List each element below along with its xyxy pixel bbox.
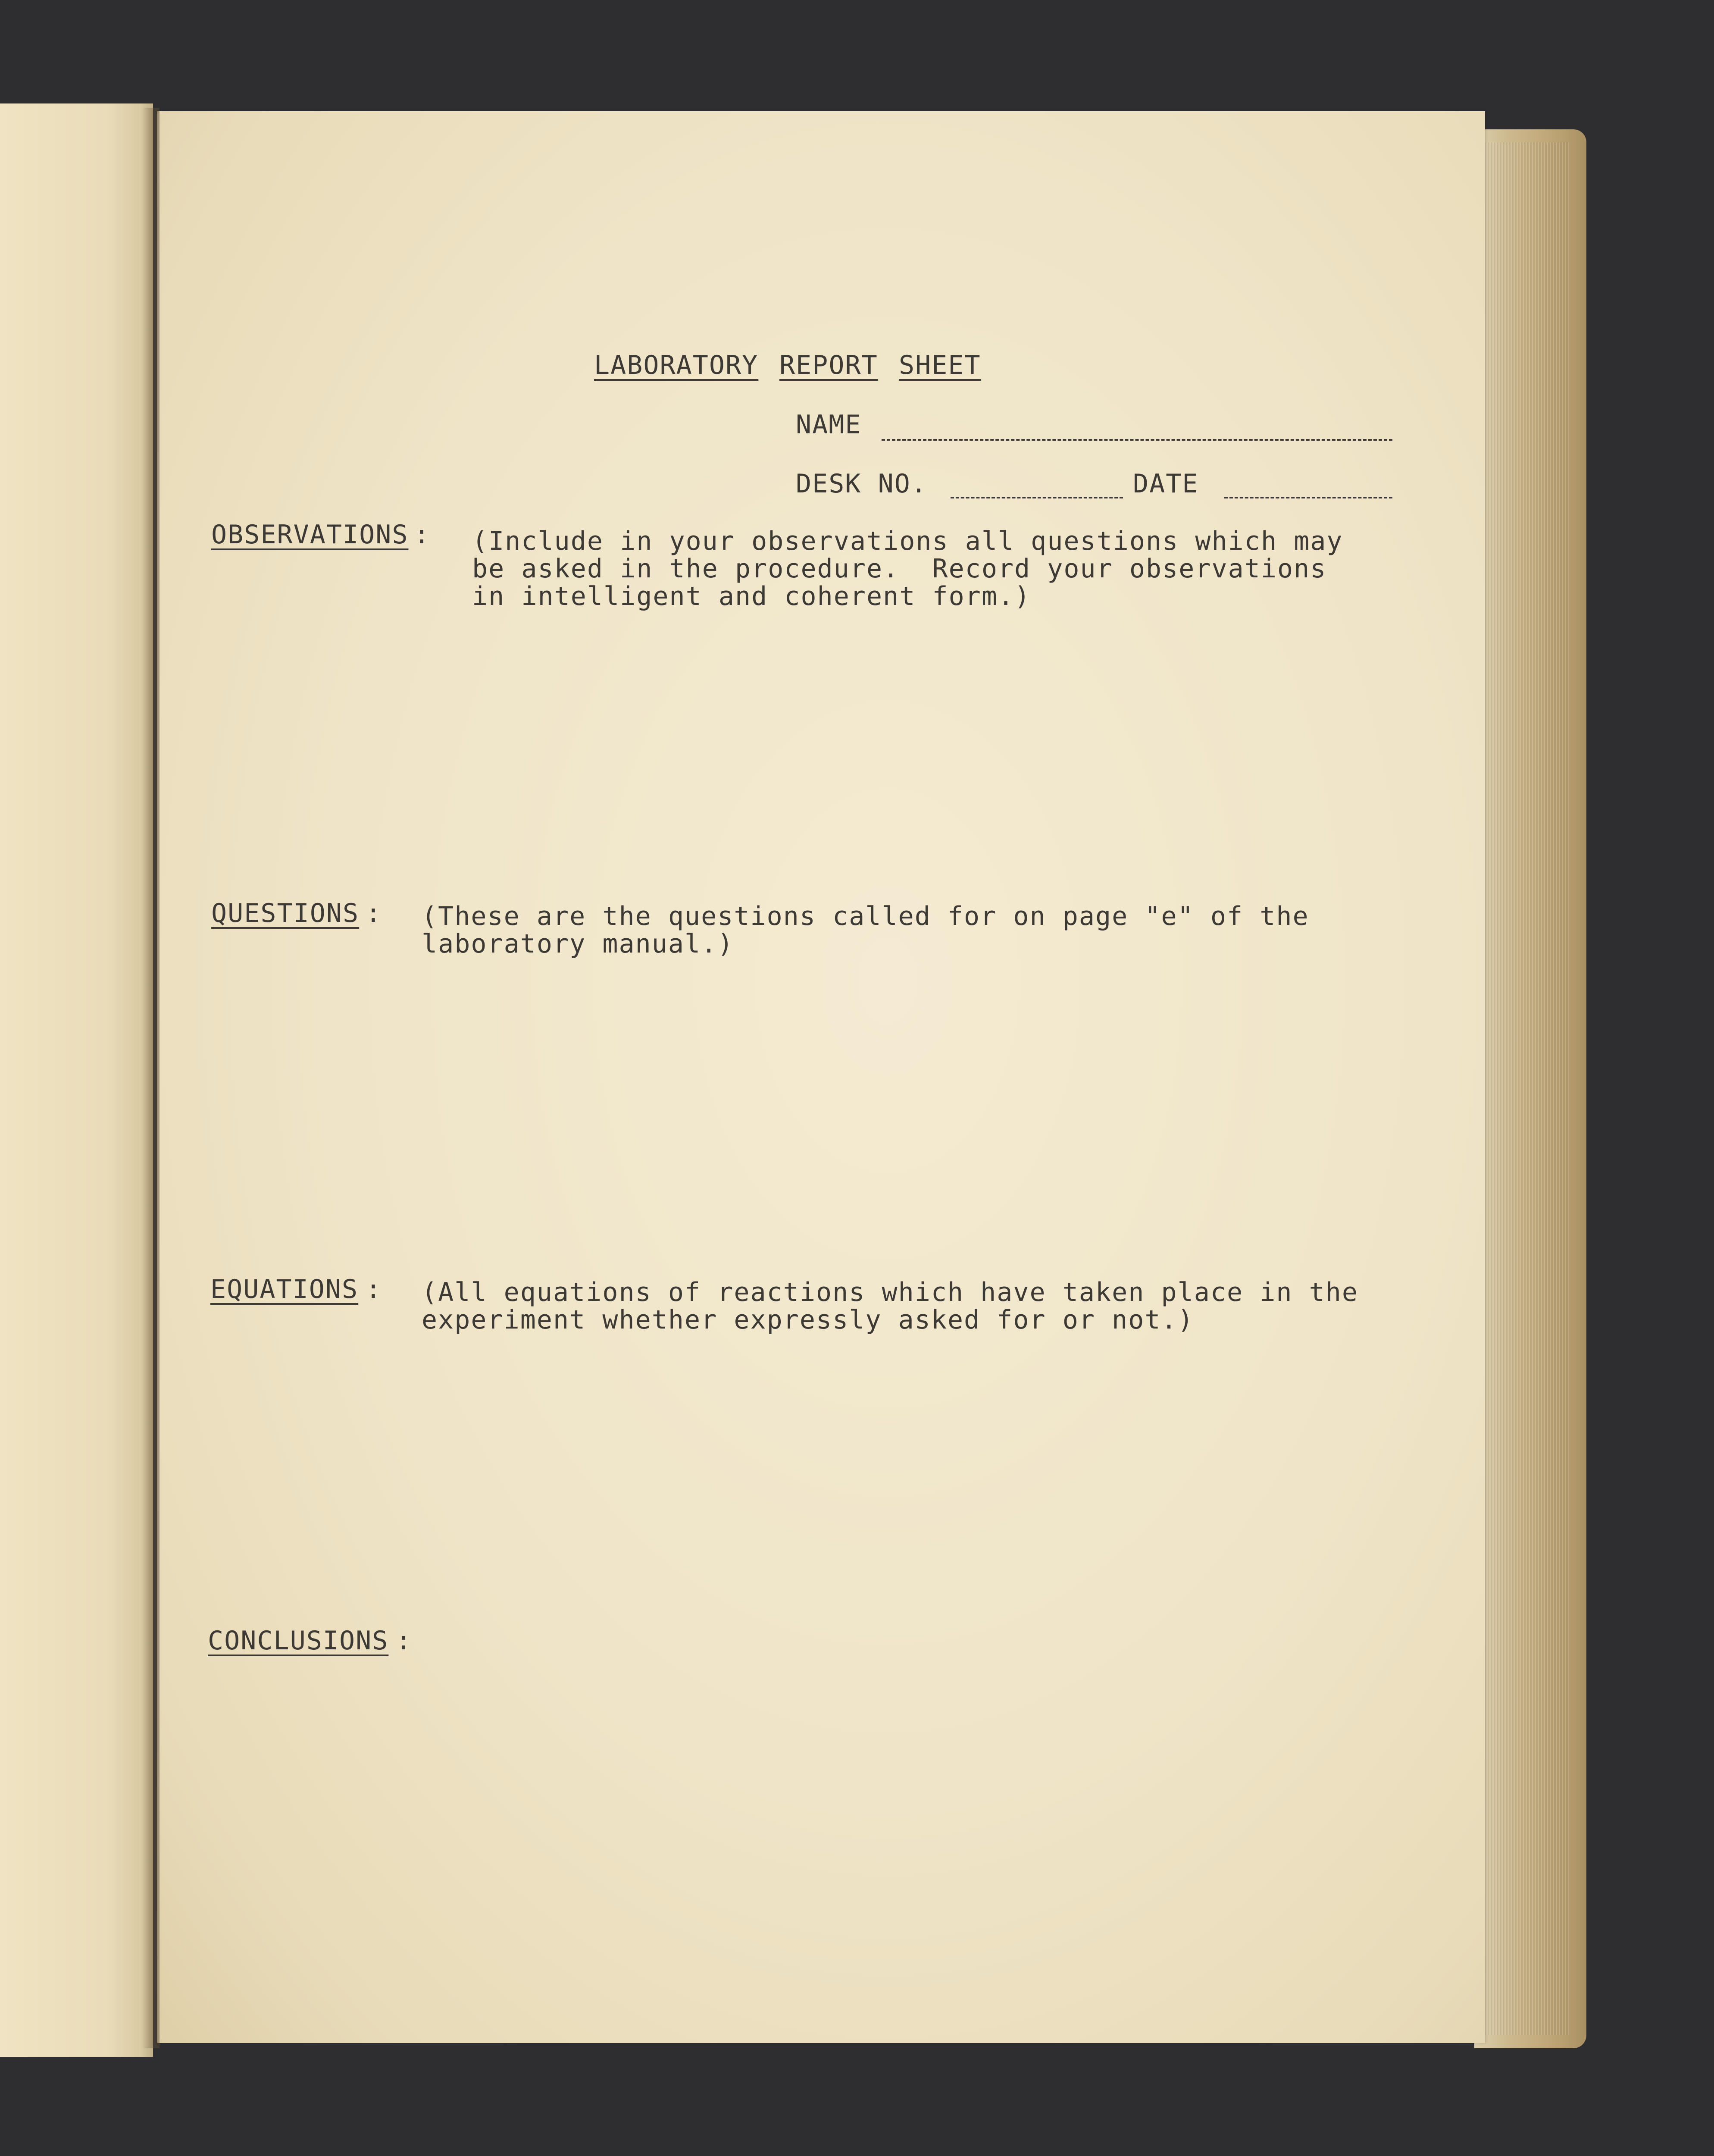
questions-colon: : xyxy=(366,898,382,928)
equations-colon: : xyxy=(366,1274,382,1304)
date-label: DATE xyxy=(1133,469,1199,499)
title-word-3: SHEET xyxy=(899,350,981,380)
observations-colon: : xyxy=(414,520,431,550)
binding-gutter xyxy=(142,108,160,2048)
questions-heading: QUESTIONS xyxy=(211,898,360,928)
conclusions-heading: CONCLUSIONS xyxy=(208,1626,389,1656)
title-word-1: LABORATORY xyxy=(594,350,759,380)
report-sheet-page xyxy=(157,111,1485,2043)
desk-no-blank-line[interactable] xyxy=(951,497,1123,498)
questions-line-2: laboratory manual.) xyxy=(422,929,734,959)
equations-heading: EQUATIONS xyxy=(210,1274,359,1304)
stacked-page-lines xyxy=(1474,142,1569,2035)
observations-heading: OBSERVATIONS xyxy=(211,520,409,550)
questions-line-1: (These are the questions called for on page "e" of the xyxy=(422,901,1309,931)
previous-page-edge xyxy=(0,103,153,2057)
equations-line-1: (All equations of reactions which have taken place in the xyxy=(422,1277,1359,1307)
name-label: NAME xyxy=(796,410,862,440)
title-word-2: REPORT xyxy=(779,350,878,380)
desk-no-label: DESK NO. xyxy=(796,469,927,499)
date-blank-line[interactable] xyxy=(1224,497,1392,498)
observations-line-3: in intelligent and coherent form.) xyxy=(472,581,1031,611)
conclusions-colon: : xyxy=(396,1626,413,1656)
observations-line-1: (Include in your observations all questions which may xyxy=(472,526,1343,556)
name-blank-line[interactable] xyxy=(882,439,1392,441)
equations-line-2: experiment whether expressly asked for or not.) xyxy=(422,1305,1194,1335)
observations-line-2: be asked in the procedure. Record your observations xyxy=(472,554,1327,584)
